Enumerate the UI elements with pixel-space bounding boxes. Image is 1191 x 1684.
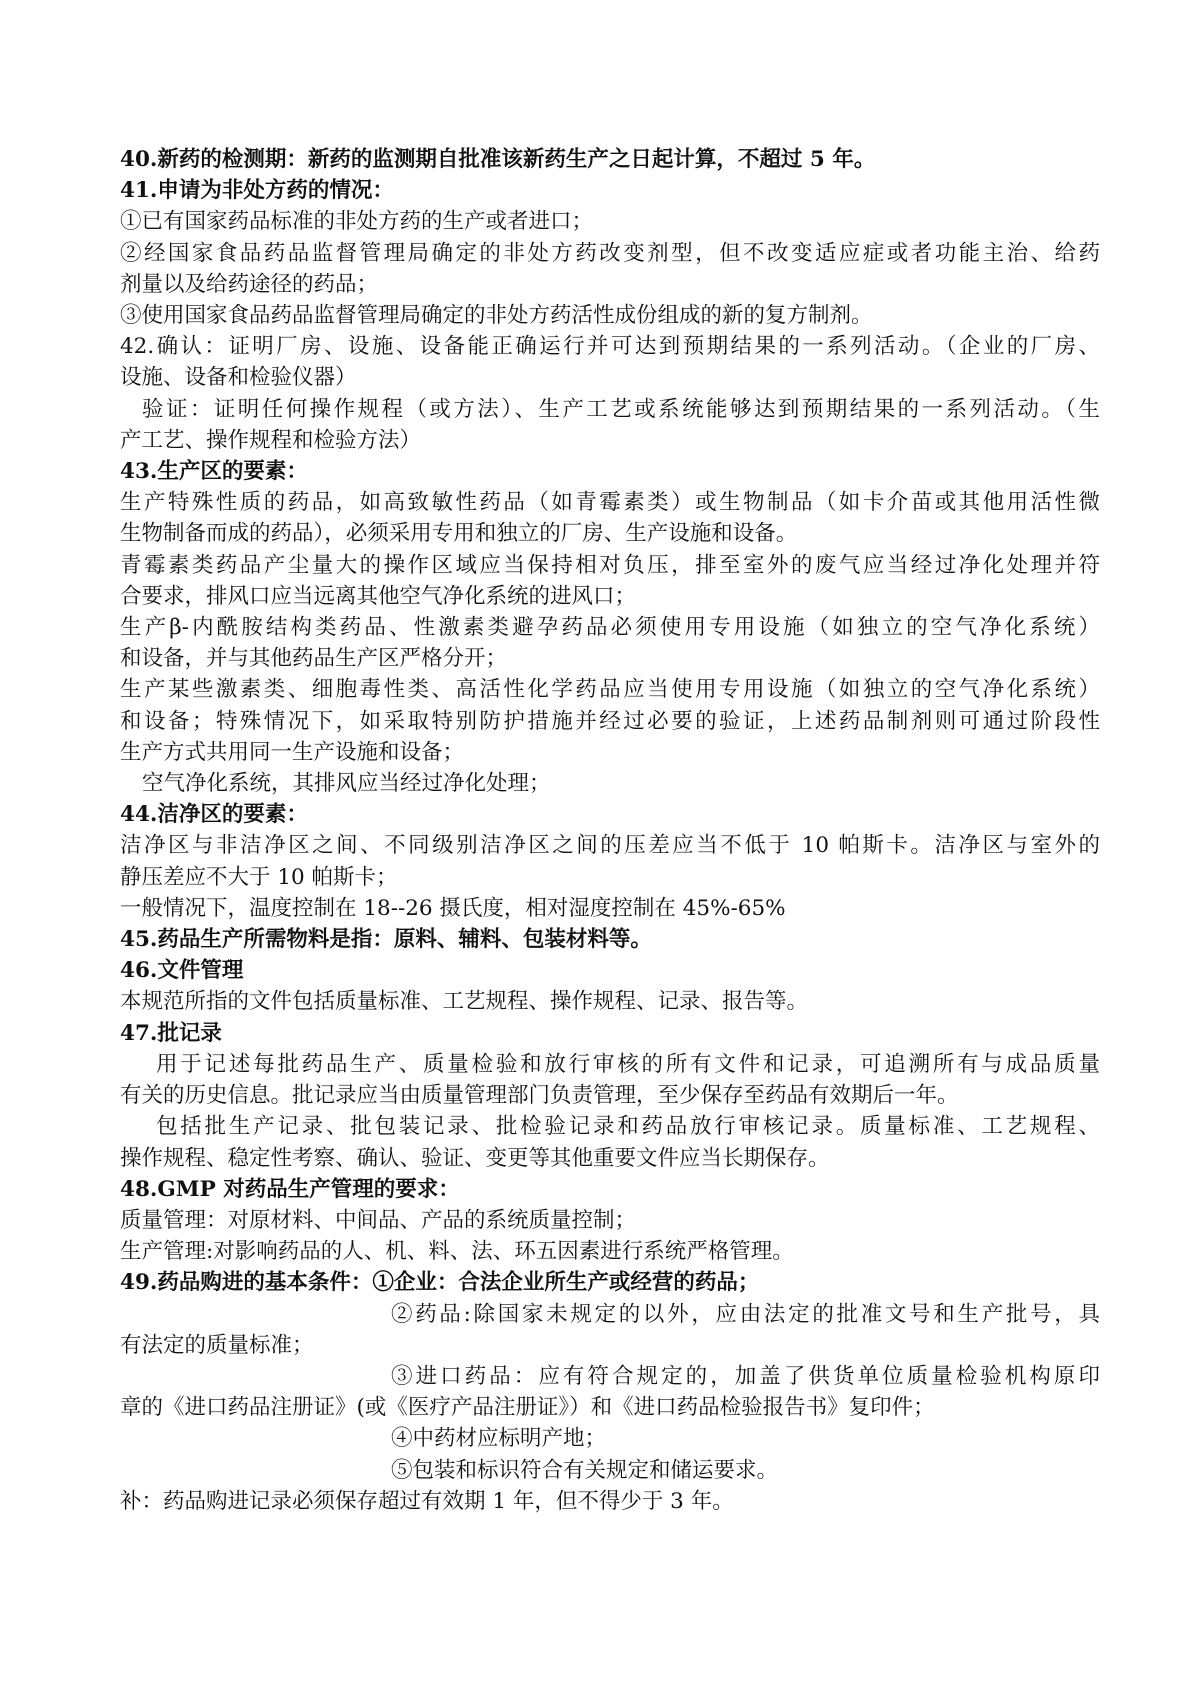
text-line: 质量管理：对原材料、中间品、产品的系统质量控制； [120, 1207, 637, 1233]
section-heading: 48.GMP 对药品生产管理的要求： [120, 1176, 460, 1202]
text-line: 青霉素类药品产尘量大的操作区域应当保持相对负压，排至室外的废气应当经过净化处理并符 [120, 552, 1100, 578]
list-item: ④中药材应标明产地； [391, 1426, 607, 1452]
text-line: 产工艺、操作规程和检验方法） [120, 427, 422, 453]
text-line: 剂量以及给药途径的药品； [120, 271, 379, 297]
text-line: 生产管理:对影响药品的人、机、料、法、环五因素进行系统严格管理。 [120, 1239, 794, 1265]
text-line: 补：药品购进记录必须保存超过有效期 1 年，但不得少于 3 年。 [120, 1488, 734, 1514]
text-line: 静压差应不大于 10 帕斯卡； [120, 864, 398, 890]
text-line: 合要求，排风口应当远离其他空气净化系统的进风口； [120, 583, 637, 609]
section-heading: 44.洁净区的要素： [120, 802, 308, 828]
text-line: 生产β-内酰胺结构类药品、性激素类避孕药品必须使用专用设施（如独立的空气净化系统） [120, 615, 1100, 641]
section-heading: 47.批记录 [120, 1020, 222, 1046]
section-heading: 43.生产区的要素： [120, 459, 308, 485]
text-line: 有关的历史信息。批记录应当由质量管理部门负责管理，至少保存至药品有效期后一年。 [120, 1083, 959, 1109]
text-line: 操作规程、稳定性考察、确认、验证、变更等其他重要文件应当长期保存。 [120, 1145, 830, 1171]
section-heading: 41.申请为非处方药的情况： [120, 178, 394, 204]
document-page [120, 144, 1100, 1517]
text-line: 和设备，并与其他药品生产区严格分开； [120, 646, 508, 672]
text-line: 章的《进口药品注册证》(或《医疗产品注册证》）和《进口药品检验报告书》复印件； [120, 1395, 935, 1421]
list-item: ②经国家食品药品监督管理局确定的非处方药改变剂型，但不改变适应症或者功能主治、给药 [120, 240, 1100, 266]
text-line: 生产某些激素类、细胞毒性类、高活性化学药品应当使用专用设施（如独立的空气净化系统） [120, 677, 1100, 703]
text-line: 包括批生产记录、批包装记录、批检验记录和药品放行审核记录。质量标准、工艺规程、 [156, 1114, 1100, 1140]
text-line: 设施、设备和检验仪器） [120, 365, 357, 391]
list-item: ②药品:除国家未规定的以外，应由法定的批准文号和生产批号，具 [391, 1301, 1100, 1327]
text-line: 42.确认：证明厂房、设施、设备能正确运行并可达到预期结果的一系列活动。（企业的厂房、 [120, 334, 1100, 360]
text-line: 用于记述每批药品生产、质量检验和放行审核的所有文件和记录，可追溯所有与成品质量 [156, 1051, 1100, 1077]
text-line: 40.新药的检测期：新药的监测期自批准该新药生产之日起计算，不超过 5 年。 [120, 147, 876, 172]
section-heading: 49.药品购进的基本条件：①企业：合法企业所生产或经营的药品； [120, 1270, 760, 1296]
text-line: 验证：证明任何操作规程（或方法）、生产工艺或系统能够达到预期结果的一系列活动。（生 [142, 396, 1100, 422]
text-line: 有法定的质量标准； [120, 1332, 314, 1358]
text-line: 生产方式共用同一生产设施和设备； [120, 739, 465, 765]
text-line: 45.药品生产所需物料是指：原料、辅料、包装材料等。 [120, 927, 652, 953]
text-line: 一般情况下，温度控制在 18--26 摄氏度，相对湿度控制在 45%-65% [120, 895, 786, 921]
list-item: ③使用国家食品药品监督管理局确定的非处方药活性成份组成的新的复方制剂。 [120, 303, 873, 329]
text-line: 生物制备而成的药品），必须采用专用和独立的厂房、生产设施和设备。 [120, 521, 798, 547]
text-line: 生产特殊性质的药品，如高致敏性药品（如青霉素类）或生物制品（如卡介苗或其他用活性微 [120, 490, 1100, 516]
list-item: ①已有国家药品标准的非处方药的生产或者进口； [120, 209, 594, 235]
list-item: ③进口药品：应有符合规定的，加盖了供货单位质量检验机构原印 [391, 1363, 1100, 1389]
text-line: 洁净区与非洁净区之间、不同级别洁净区之间的压差应当不低于 10 帕斯卡。洁净区与室外的 [120, 833, 1100, 859]
section-heading: 46.文件管理 [120, 958, 244, 984]
text-line: 和设备；特殊情况下，如采取特别防护措施并经过必要的验证，上述药品制剂则可通过阶段性 [120, 708, 1100, 734]
list-item: ⑤包装和标识符合有关规定和储运要求。 [391, 1457, 779, 1483]
text-line: 空气净化系统，其排风应当经过净化处理； [142, 771, 551, 797]
text-line: 本规范所指的文件包括质量标准、工艺规程、操作规程、记录、报告等。 [120, 989, 809, 1015]
